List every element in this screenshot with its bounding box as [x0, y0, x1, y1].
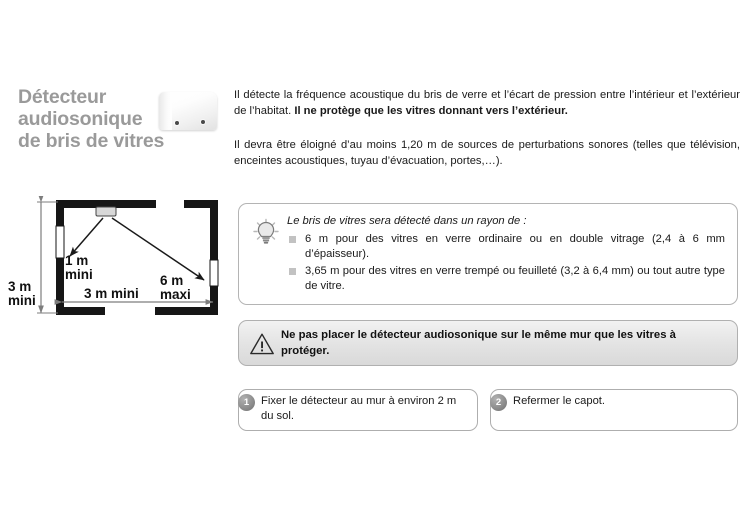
- tip-list-item-text: 3,65 m pour des vitres en verre trempé ou feuilleté (3,2 à 6,4 mm) ou tout autre type de vitre.: [305, 265, 725, 292]
- intro-paragraph-1: [234, 88, 740, 119]
- intro-paragraph-1-lead: Il détecte la fréquence acoustique du bris de verre et l’écart de pression entre l’intérieur et l’extérieur de l’habitat.: [234, 89, 740, 117]
- arrow-max-distance: [112, 218, 204, 280]
- detector-product-photo: [157, 88, 221, 136]
- detector-symbol-icon: [96, 207, 116, 216]
- opening-bottom: [105, 307, 155, 315]
- floor-plan-svg: [8, 196, 228, 331]
- room-floor-plan-diagram: [8, 196, 228, 331]
- warning-triangle-icon: [249, 332, 275, 356]
- label-min-distance-unit: mini: [65, 266, 93, 282]
- intro-paragraph-2: Il devra être éloigné d’au moins 1,20 m de sources de perturbations sonores (telles que télévision, enceintes acoustiques, tuyau d’évacuation, portes,…).: [234, 139, 740, 167]
- detector-led-left-icon: [175, 121, 179, 125]
- wall-left-upper: [56, 200, 64, 226]
- label-max-distance-unit: maxi: [160, 286, 191, 302]
- wall-bottom-right: [155, 307, 218, 315]
- label-room-height-unit: mini: [8, 292, 36, 308]
- wall-bottom-left: [56, 307, 105, 315]
- step-text-2: Refermer le capot.: [513, 395, 606, 407]
- tip-list-item: [287, 232, 725, 261]
- warning-text: Ne pas placer le détecteur audiosonique sur le même mur que les vitres à protéger.: [281, 329, 676, 357]
- label-room-height: [8, 280, 36, 307]
- tip-list-item: [287, 264, 725, 293]
- bullet-square-icon: [289, 236, 296, 243]
- detector-led-right-icon: [201, 120, 205, 124]
- step-badge-1: 1: [238, 394, 255, 411]
- tip-callout-box: [238, 203, 738, 305]
- window-left: [56, 226, 64, 258]
- label-room-width: 3 m mini: [84, 286, 139, 301]
- tip-content: [287, 214, 725, 293]
- label-min-distance-value: 1 m: [65, 253, 89, 268]
- warning-callout-box: [238, 320, 738, 366]
- lightbulb-icon: [251, 218, 281, 248]
- wall-right-upper: [210, 200, 218, 260]
- detector-bevel: [159, 92, 172, 130]
- page-title: Détecteur audiosonique de bris de vitres: [18, 86, 165, 152]
- tip-lead-text: Le bris de vitres sera détecté dans un rayon de :: [287, 215, 527, 227]
- step-badge-2: 2: [490, 394, 507, 411]
- tip-list-item-text: 6 m pour des vitres en verre ordinaire ou en double vitrage (2,4 à 6 mm d’épaisseur).: [305, 233, 725, 260]
- label-room-height-value: 3 m: [8, 279, 32, 294]
- step-box-1: [238, 389, 478, 431]
- step-box-2: [490, 389, 738, 431]
- label-max-distance: [160, 274, 191, 301]
- arrow-min-distance: [70, 218, 103, 256]
- label-max-distance-value: 6 m: [160, 273, 184, 288]
- bullet-square-icon: [289, 268, 296, 275]
- wall-left-lower: [56, 258, 64, 315]
- window-right: [210, 260, 218, 286]
- intro-paragraph-1-emphasis: Il ne protège que les vitres donnant vers l’extérieur.: [294, 104, 568, 117]
- step-text-1: Fixer le détecteur au mur à environ 2 m du sol.: [261, 395, 457, 423]
- tip-item-list: [287, 232, 725, 293]
- label-min-distance: [65, 254, 93, 281]
